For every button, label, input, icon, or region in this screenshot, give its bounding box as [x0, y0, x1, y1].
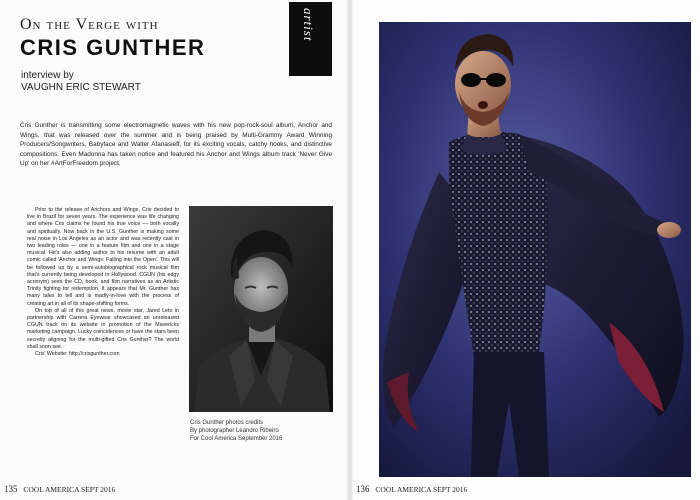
section-tab-label: artist	[301, 8, 316, 42]
byline-prefix: interview by	[21, 70, 74, 81]
body-paragraph: Prior to the release of Anchors and Wings, Cris decided to live in Brazil for seven years. The experience was life changing and where Cris claims he found his true voice — both vocally and spiritually. Now back in the U.S. Gunther is making some real noise in Los Angeles as an actor and was recently cast in two leading roles — one in a feature film and one in a stage musical. He's also adding author to his resume with an adult comic called 'Anchor and Wings: Falling into the Open'. This will be followed up by a semi-autobiographical rock musical film that's currently being developed in Hollywood. CGUN (his edgy acronym) sees the CD, book, and film narratives as an Artistic Trinity fighting for redemption. It appears that Mr. Gunther has many tales to tell and is madly-in-love with the process of creating art in all of its shape-shifting forms.	[27, 207, 179, 307]
body-paragraph: On top of all of this great news, movie star, Jared Leto in partnership with Carrera Eyewear showcased an unreleased CGUN track on its website in promotion of the Mavericks marketing campaign. Lucky coincidences or have the stars been secretly aligning for the multi-gifted Cris Gunther? The world shall soon see.	[27, 307, 179, 350]
caption-line: Cris Gunther photos credits	[190, 420, 264, 426]
hero-illustration	[379, 22, 691, 477]
page-number: 135	[4, 484, 18, 494]
portrait-photo	[189, 206, 333, 412]
portrait-illustration	[189, 206, 333, 412]
caption-line: For Cool America September 2016	[190, 436, 283, 442]
page-gutter	[346, 0, 354, 500]
website-line: Cris' Website: http://crisgunther.com	[35, 351, 120, 358]
right-page-footer	[356, 484, 467, 494]
intro-paragraph: Cris Gunther is transmitting some electromagnetic waves with his new pop-rock-soul album, Anchor and Wings, that was released over the summer and is being praised by Multi-Grammy Award Winning Producers/Songwriters, Babyface and Walter Afanasieff, for its exciting vocals, catchy hooks, and distinctive compositions. Even Madonna has taken notice and featured his Anchor and Wings album track 'Never Give Up' on her #ArtForFreedom project.	[20, 122, 332, 167]
photo-caption	[190, 419, 332, 443]
section-tab	[289, 2, 332, 76]
left-page-footer	[4, 484, 115, 494]
article-kicker: On the Verge with	[20, 16, 159, 33]
page-number: 136	[356, 484, 370, 494]
hero-photo	[379, 22, 691, 477]
footer-label: COOL AMERICA SEPT 2016	[23, 485, 116, 494]
article-title: CRIS GUNTHER	[20, 35, 206, 60]
byline-author: VAUGHN ERIC STEWART	[21, 82, 141, 93]
body-column	[27, 207, 179, 358]
caption-line: By photographer Leandro Ribeiro	[190, 428, 279, 434]
byline	[21, 70, 141, 94]
footer-label: COOL AMERICA SEPT 2016	[375, 485, 468, 494]
